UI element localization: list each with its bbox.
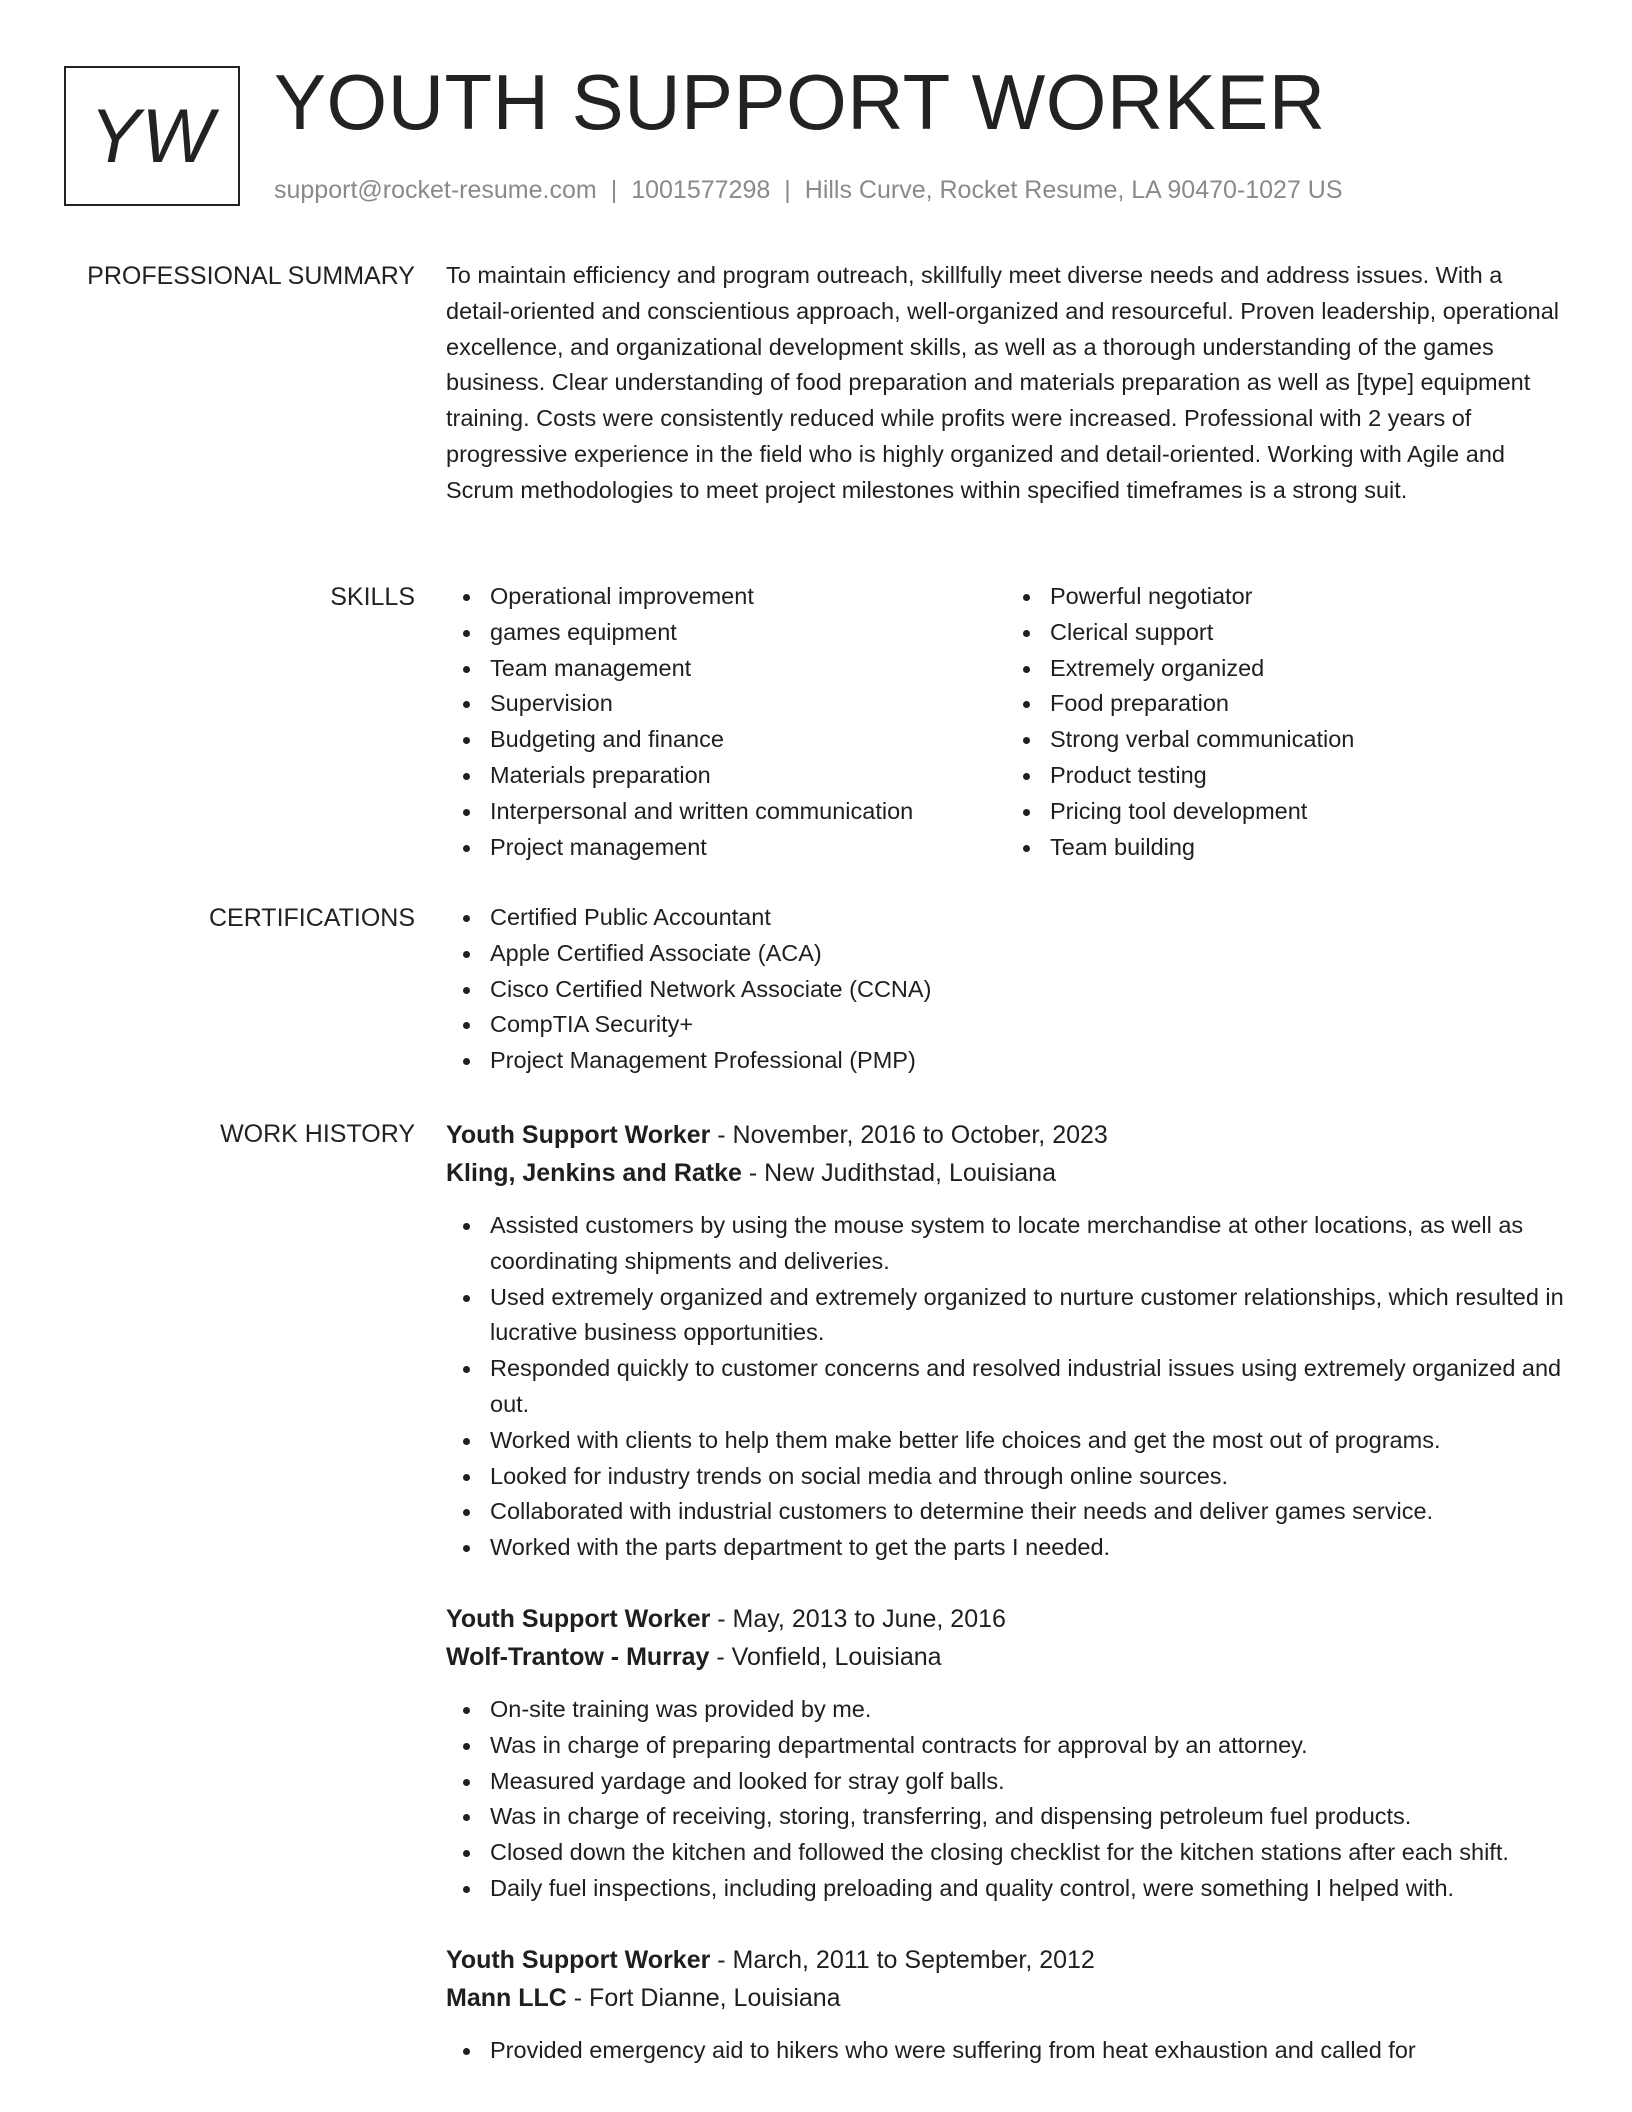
job-company: Wolf-Trantow - Murray [446,1642,710,1671]
job-duty-item: Daily fuel inspections, including preloading and quality control, were something I helped with. [490,1871,1566,1907]
certification-item: CompTIA Security+ [490,1007,1566,1043]
certification-item: Project Management Professional (PMP) [490,1043,1566,1079]
job-duties-list [446,1208,1566,1566]
job-duty-item: Measured yardage and looked for stray golf balls. [490,1764,1566,1800]
job-title-line [446,1600,1566,1638]
job-duty-item: Used extremely organized and extremely organized to nurture customer relationships, which resulted in lucrative business opportunities. [490,1280,1566,1352]
skill-item: Strong verbal communication [1050,722,1566,758]
skill-item: Extremely organized [1050,651,1566,687]
job-location: - Vonfield, Louisiana [709,1642,942,1671]
job-company-line [446,1154,1566,1192]
skill-item: Team building [1050,830,1566,866]
skill-item: Interpersonal and written communication [490,794,1006,830]
skill-item: Materials preparation [490,758,1006,794]
job-duty-item: Was in charge of receiving, storing, transferring, and dispensing petroleum fuel products. [490,1799,1566,1835]
job-duties-list [446,2033,1566,2069]
contact-phone: 1001577298 [631,176,771,204]
skill-item: Food preparation [1050,686,1566,722]
job-dates: - November, 2016 to October, 2023 [710,1121,1108,1149]
job-title-line [446,1941,1566,1979]
job-location: - Fort Dianne, Louisiana [566,1983,841,2012]
job-company-line [446,1638,1566,1676]
skill-item: Team management [490,651,1006,687]
jobs-list [446,1116,1566,2069]
job-entry [446,1600,1566,1907]
job-duty-item: On-site training was provided by me. [490,1692,1566,1728]
contact-line [274,172,1343,208]
section-title-work-history: WORK HISTORY [220,1120,415,1148]
job-entry [446,1116,1566,1566]
certification-item: Apple Certified Associate (ACA) [490,936,1566,972]
job-duty-item: Closed down the kitchen and followed the closing checklist for the kitchen stations after each shift. [490,1835,1566,1871]
contact-separator: | [610,176,618,204]
section-title-certifications: CERTIFICATIONS [208,904,415,932]
job-entry [446,1941,1566,2069]
skills-list-left [446,579,1006,865]
job-title-line [446,1116,1566,1154]
skill-item: games equipment [490,615,1006,651]
certification-item: Certified Public Accountant [490,900,1566,936]
contact-separator: | [784,176,791,204]
skill-item: Project management [490,830,1006,866]
page-title: YOUTH SUPPORT WORKER [274,58,1326,146]
contact-address: Hills Curve, Rocket Resume, LA 90470-1027 US [804,176,1343,204]
certification-item: Cisco Certified Network Associate (CCNA) [490,972,1566,1008]
job-duty-item: Provided emergency aid to hikers who were suffering from heat exhaustion and called for [490,2033,1566,2069]
job-dates: - March, 2011 to September, 2012 [710,1945,1095,1974]
job-company: Mann LLC [446,1983,567,2012]
skill-item: Operational improvement [490,579,1006,615]
job-company: Kling, Jenkins and Ratke [446,1159,742,1187]
section-title-skills: SKILLS [330,583,415,611]
skill-item: Product testing [1050,758,1566,794]
job-role: Youth Support Worker [446,1121,711,1149]
skill-item: Budgeting and finance [490,722,1006,758]
monogram-logo: YW [64,66,240,206]
summary-text: To maintain efficiency and program outreach, skillfully meet diverse needs and address issues. With a detail-oriented and conscientious approach, well-organized and resourceful. Proven leadership, operational excellence, and organizational development skills, as well as a thorough understanding of the games business. Clear understanding of food preparation and materials preparation as well as [type] equipment training. Costs were consistently reduced while profits were increased. Professional with 2 years of progressive experience in the field who is highly organized and detail-oriented. Working with Agile and Scrum methodologies to meet project milestones within specified timeframes is a strong suit. [446,262,1560,503]
skill-item: Clerical support [1050,615,1566,651]
contact-email: support@rocket-resume.com [274,176,597,204]
job-dates: - May, 2013 to June, 2016 [710,1604,1006,1633]
job-role: Youth Support Worker [446,1604,711,1633]
job-duty-item: Was in charge of preparing departmental contracts for approval by an attorney. [490,1728,1566,1764]
skills-list-right [1006,579,1566,865]
job-duty-item: Collaborated with industrial customers to determine their needs and deliver games service. [490,1494,1566,1530]
section-title-summary: PROFESSIONAL SUMMARY [87,262,415,290]
job-duty-item: Looked for industry trends on social media and through online sources. [490,1459,1566,1495]
certifications-list [446,900,1566,1079]
skill-item: Supervision [490,686,1006,722]
job-duty-item: Worked with the parts department to get the parts I needed. [490,1530,1566,1566]
job-location: - New Judithstad, Louisiana [741,1159,1056,1187]
job-role: Youth Support Worker [446,1945,711,1974]
job-duty-item: Worked with clients to help them make better life choices and get the most out of programs. [490,1423,1566,1459]
job-company-line [446,1979,1566,2017]
skill-item: Pricing tool development [1050,794,1566,830]
job-duty-item: Responded quickly to customer concerns and resolved industrial issues using extremely organized and out. [490,1351,1566,1423]
skill-item: Powerful negotiator [1050,579,1566,615]
job-duties-list [446,1692,1566,1907]
job-duty-item: Assisted customers by using the mouse system to locate merchandise at other locations, as well as coordinating shipments and deliveries. [490,1208,1566,1280]
